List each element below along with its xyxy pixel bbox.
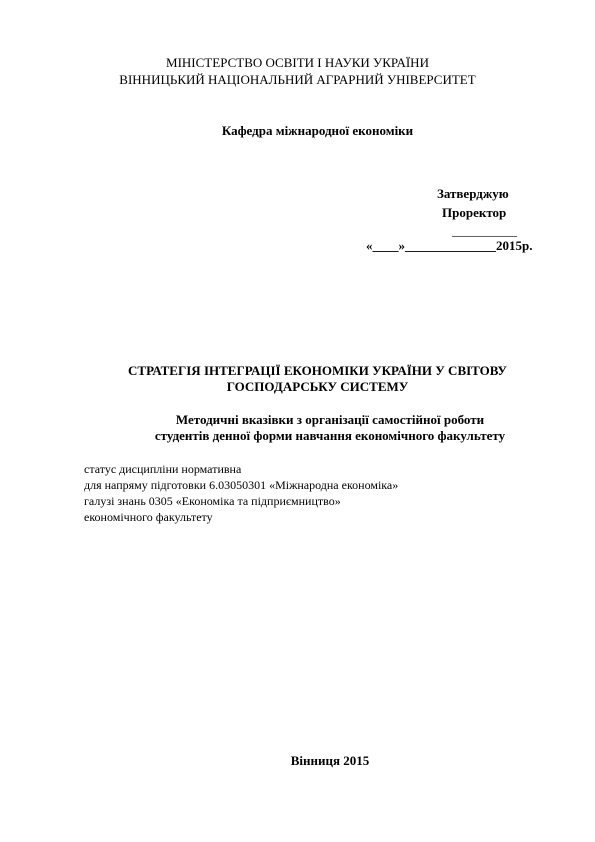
signature-line: __________: [452, 223, 517, 238]
document-subtitle-line-2: студентів денної форми навчання економічного факультету: [154, 428, 506, 443]
city-year: Вінниця 2015: [290, 753, 370, 768]
faculty-name: економічного факультету: [84, 510, 213, 524]
ministry-heading: МІНІСТЕРСТВО ОСВІТИ І НАУКИ УКРАЇНИ: [166, 55, 429, 70]
university-heading: ВІННИЦЬКИЙ НАЦІОНАЛЬНИЙ АГРАРНИЙ УНІВЕРСИТЕТ: [119, 72, 476, 87]
document-title-line-2: ГОСПОДАРСЬКУ СИСТЕМУ: [226, 379, 409, 394]
approval-date-line: «____»______________2015р.: [366, 238, 533, 253]
training-direction: для напряму підготовки 6.03050301 «Міжнародна економіка»: [84, 478, 399, 492]
discipline-status: статус дисципліни нормативна: [84, 462, 242, 476]
approval-role: Проректор: [442, 205, 507, 220]
document-title-line-1: СТРАТЕГІЯ ІНТЕГРАЦІЇ ЕКОНОМІКИ УКРАЇНИ У СВІТОВУ: [128, 363, 507, 378]
department-name: Кафедра міжнародної економіки: [221, 123, 414, 138]
document-subtitle-line-1: Методичні вказівки з організації самостійної роботи: [175, 412, 485, 427]
approval-label: Затверджую: [437, 186, 509, 201]
knowledge-field: галузі знань 0305 «Економіка та підприємництво»: [84, 494, 341, 508]
